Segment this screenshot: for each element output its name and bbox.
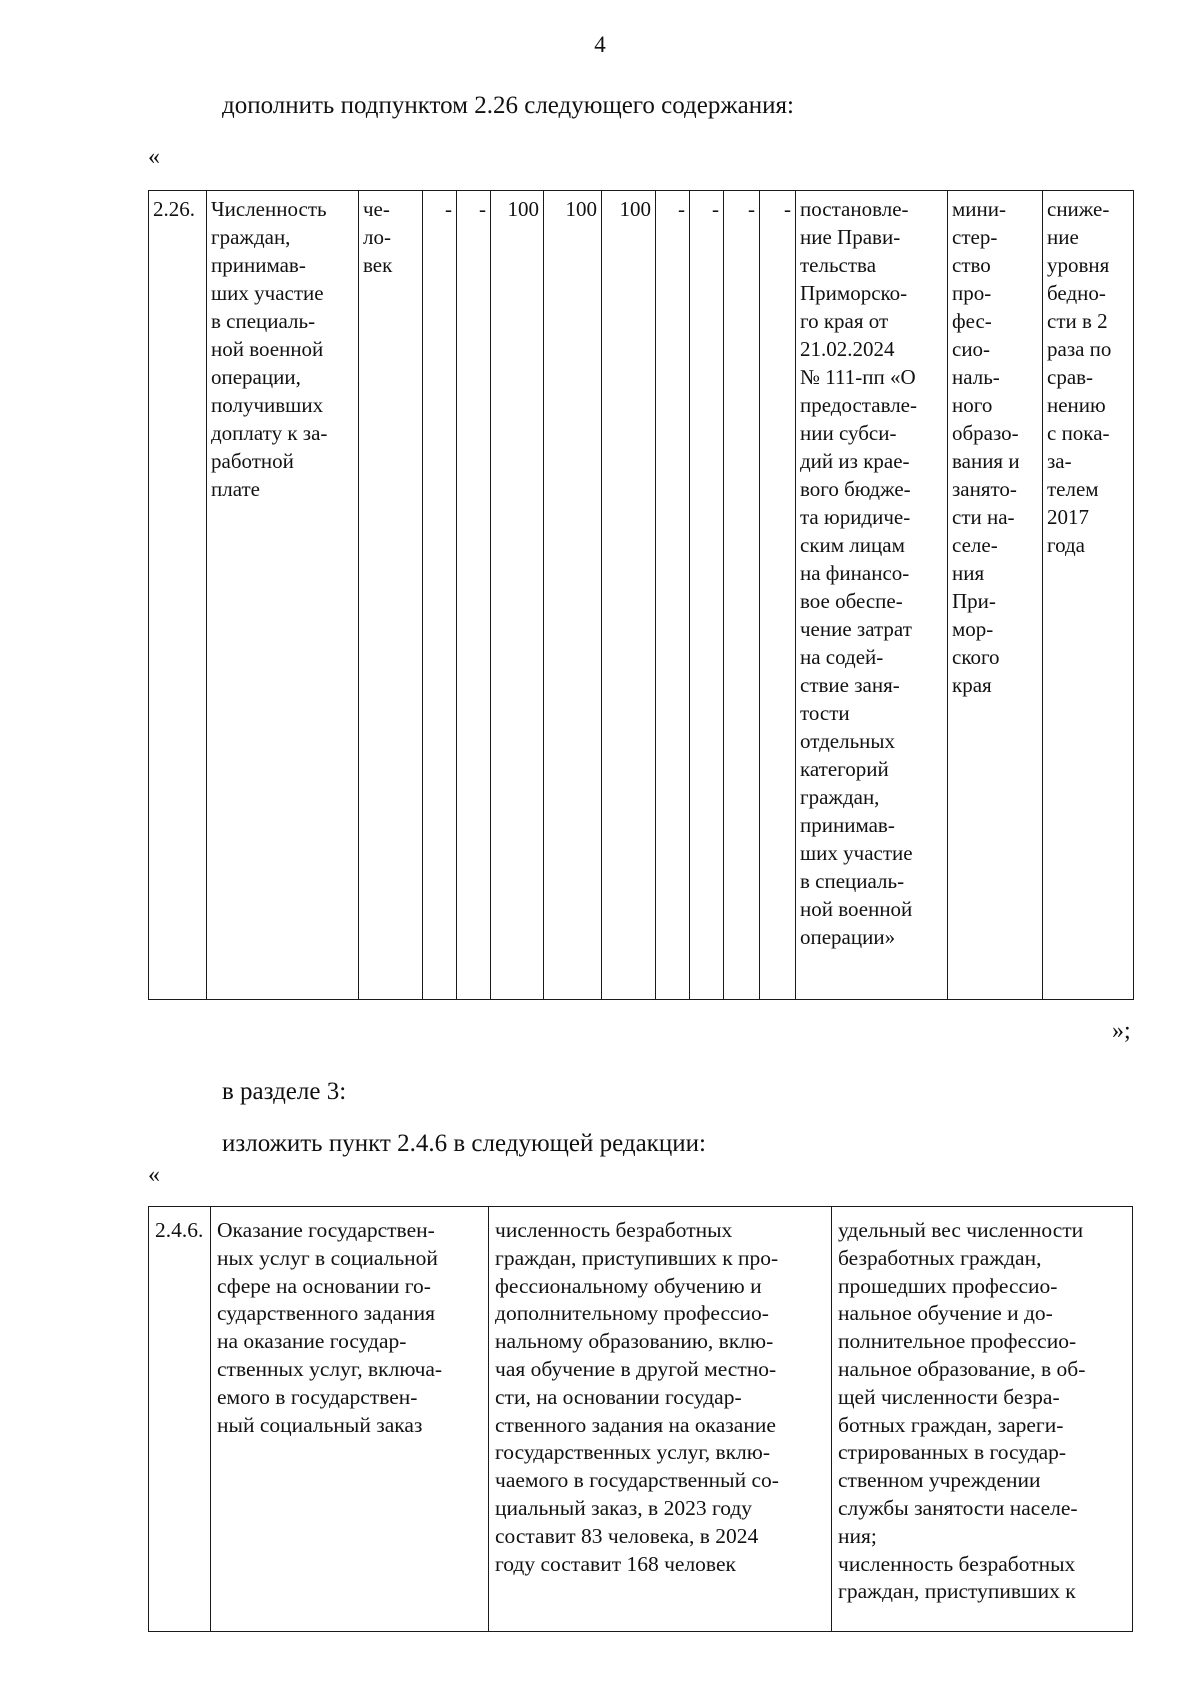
value-cell: - [724,191,760,1000]
open-quote: « [148,144,160,170]
value-cell: - [423,191,457,1000]
indicator-cell: удельный вес численности безработных граждан, прошедших профессио- нальное обучение и до- полнительное профессио- нальное образование, в об- щей численности безра- ботных граждан, зареги- стрированных в государ- ственном учреждении службы занятости населе- ния; численность безработных граждан, приступивших к [832,1207,1133,1632]
value-cell: 100 [544,191,602,1000]
value-cell: - [656,191,690,1000]
table-row [149,1207,1133,1632]
indicator-name: Численность граждан, принимав- ших участие в специаль- ной военной операции, получивших доплату к за- работной плате [207,191,359,1000]
unit-cell: че- ло- век [359,191,423,1000]
value-cell: 100 [491,191,544,1000]
value-cell: 100 [602,191,656,1000]
value-cell: - [690,191,724,1000]
intro-line: дополнить подпунктом 2.26 следующего содержания: [222,92,794,119]
value-cell: - [760,191,796,1000]
open-quote-2: « [148,1162,160,1188]
document-cell: постановле- ние Прави- тельства Приморско- го края от 21.02.2024 № 111-пп «О предоставле- нии субси- дий из крае- вого бюдже- та юридиче- ским лицам на финансо- вое обеспе- чение затрат на содей- ствие заня- тости отдельных категорий граждан, принимав- ших участие в специаль- ной военной операции» [796,191,948,1000]
table-row [149,191,1134,1000]
task-cell: Оказание государствен- ных услуг в социальной сфере на основании го- сударственного задания на оказание государ- ственных услуг, включа- емого в государствен- ный социальный заказ [211,1207,489,1632]
section-line: в разделе 3: [222,1078,347,1105]
indicator-table [148,190,1134,1000]
task-table [148,1206,1133,1632]
row-number: 2.26. [149,191,207,1000]
goal-cell: сниже- ние уровня бедно- сти в 2 раза по срав- нению с пока- за- телем 2017 года [1043,191,1134,1000]
instruction-line: изложить пункт 2.4.6 в следующей редакции: [222,1130,706,1157]
result-cell: численность безработных граждан, приступивших к про- фессиональному обучению и дополнительному профессио- нальному образованию, вклю- чая обучение в другой местно- сти, на основании государ- ственного задания на оказание государственных услуг, вклю- чаемого в государственный со- циальный заказ, в 2023 году составит 83 человека, в 2024 году составит 168 человек [489,1207,832,1632]
close-quote: »; [1112,1018,1131,1044]
value-cell: - [457,191,491,1000]
row-number: 2.4.6. [149,1207,211,1632]
page-number: 4 [594,32,606,57]
responsible-cell: мини- стер- ство про- фес- сио- наль- ного образо- вания и занято- сти на- селе- ния При- мор- ского края [948,191,1043,1000]
